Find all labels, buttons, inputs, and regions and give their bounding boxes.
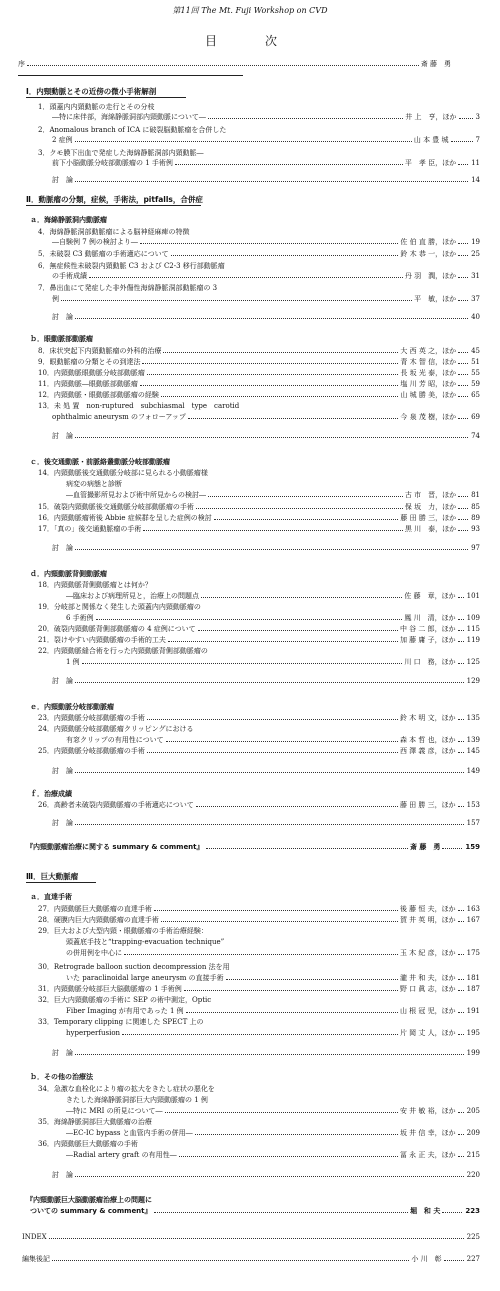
toc-entry[interactable] bbox=[38, 358, 480, 366]
leader-dots bbox=[147, 752, 398, 753]
entry-title: 15．破裂内頸動脈後交通動脈分岐部動脈瘤の手術 bbox=[38, 503, 194, 511]
entry-title[interactable]: 3．クモ膜下出血で発症した海綿静脈洞部内頸動脈― bbox=[38, 149, 204, 157]
toc-entry[interactable] bbox=[66, 491, 480, 499]
entry-title: 26．高齢者未破裂内頸動脈瘤の手術適応について bbox=[38, 801, 194, 809]
entry-title: 編集後記 bbox=[22, 1255, 50, 1263]
toc-postscript[interactable] bbox=[22, 1255, 480, 1263]
entry-author: 瀧 井 和 夫，ほか bbox=[399, 974, 456, 982]
entry-title: 11．内頸動脈―眼動脈部動脈瘤 bbox=[38, 380, 138, 388]
page-number: 101 bbox=[466, 592, 480, 600]
toc-entry[interactable] bbox=[38, 916, 480, 924]
page-number: 187 bbox=[466, 985, 480, 993]
leader-dots bbox=[61, 300, 412, 301]
entry-author: 野 口 眞 志，ほか bbox=[399, 985, 456, 993]
page-number: 3 bbox=[475, 113, 480, 121]
page-number: 11 bbox=[471, 159, 480, 167]
entry-author: 藤 田 勝 三，ほか bbox=[399, 801, 456, 809]
entry-title: 討 論 bbox=[52, 767, 73, 775]
toc-discussion[interactable] bbox=[52, 1049, 480, 1057]
entry-title[interactable]: 33．Temporary clipping に関連した SPECT 上の bbox=[38, 1018, 204, 1026]
entry-title: 20．破裂内頸動脈背側部動脈瘤の 4 症例について bbox=[38, 625, 196, 633]
summary-title[interactable]: 『内頸動脈巨大脳動脈瘤治療上の問題に bbox=[26, 1196, 152, 1204]
leader-dots bbox=[140, 243, 398, 244]
page-number: 31 bbox=[471, 272, 480, 280]
toc-entry[interactable] bbox=[38, 525, 480, 533]
subsection-heading: ｄ．内頸動脈背側動脈瘤 bbox=[30, 570, 107, 578]
toc-discussion[interactable] bbox=[52, 677, 480, 685]
page-number: 135 bbox=[466, 714, 480, 722]
leader-dots bbox=[198, 630, 398, 631]
page-number: 181 bbox=[466, 974, 480, 982]
toc-entry[interactable] bbox=[38, 905, 480, 913]
page-number: 69 bbox=[471, 413, 480, 421]
divider bbox=[18, 75, 243, 76]
toc-discussion[interactable] bbox=[52, 819, 480, 827]
entry-title: 病変の病態と診断 bbox=[66, 480, 122, 488]
entry-title[interactable]: 7．鼻出血にて発症した非外傷性海綿静脈洞部動脈瘤の 3 bbox=[38, 284, 218, 292]
toc-entry[interactable] bbox=[38, 747, 480, 755]
entry-author: 堀 和 夫 bbox=[409, 1207, 441, 1215]
divider bbox=[26, 205, 201, 206]
page-number: 223 bbox=[465, 1207, 480, 1215]
leader-dots bbox=[154, 910, 398, 911]
divider bbox=[26, 97, 186, 98]
entry-author: 坂 井 信 幸，ほか bbox=[399, 1129, 456, 1137]
toc-entry[interactable] bbox=[52, 238, 480, 246]
subsection-heading: ｅ．内頸動脈分岐部動脈瘤 bbox=[30, 703, 114, 711]
toc-discussion[interactable] bbox=[52, 1171, 480, 1179]
entry-title[interactable]: 1．頭蓋内内頸動脈の走行とその分枝 bbox=[38, 103, 155, 111]
entry-title: 有窓クリップの有用性について bbox=[66, 736, 164, 744]
page-number: 153 bbox=[466, 801, 480, 809]
leader-dots bbox=[75, 318, 468, 319]
page-number: 81 bbox=[471, 491, 480, 499]
subsection-heading: ａ．直達手術 bbox=[30, 893, 72, 901]
leader-dots bbox=[163, 352, 398, 353]
entry-title: 25．内頸動脈分岐部動脈瘤の手術 bbox=[38, 747, 145, 755]
toc-discussion[interactable] bbox=[52, 767, 480, 775]
entry-title: 5．未破裂 C3 動脈瘤の手術適応について bbox=[38, 250, 169, 258]
leader-dots bbox=[75, 1054, 464, 1055]
page-number: 115 bbox=[466, 625, 480, 633]
entry-title: ―血管撮影所見および術中所見からの検討― bbox=[66, 491, 206, 499]
entry-title: ophthalmic aneurysm のフォローアップ bbox=[52, 413, 186, 421]
leader-dots bbox=[96, 619, 403, 620]
toc-entry[interactable] bbox=[38, 625, 480, 633]
entry-author: 森 本 哲 也，ほか bbox=[399, 736, 456, 744]
divider bbox=[26, 882, 96, 883]
entry-title: 27．内頸動脈巨大動脈瘤の直達手術 bbox=[38, 905, 152, 913]
subsection-heading: ａ．海綿静脈洞内動脈瘤 bbox=[30, 216, 107, 224]
entry-title: 12．内頸動脈・眼動脈部動脈瘤の経験 bbox=[38, 391, 159, 399]
leader-dots bbox=[206, 848, 408, 849]
page-number: 145 bbox=[466, 747, 480, 755]
toc-entry[interactable] bbox=[66, 1007, 480, 1015]
entry-title: 23．内頸動脈分岐部動脈瘤の手術 bbox=[38, 714, 145, 722]
leader-dots bbox=[75, 181, 468, 182]
page-number: 220 bbox=[466, 1171, 480, 1179]
leader-dots bbox=[143, 530, 402, 531]
page-number: 40 bbox=[471, 313, 480, 321]
leader-dots bbox=[142, 363, 398, 364]
leader-dots bbox=[140, 385, 398, 386]
leader-dots bbox=[75, 1176, 464, 1177]
page-number: 59 bbox=[471, 380, 480, 388]
leader-dots bbox=[179, 1156, 398, 1157]
entry-title: ―特に MRI の所見について― bbox=[66, 1107, 163, 1115]
entry-title: 28．硬膜内巨大内頸動脈瘤の直達手術 bbox=[38, 916, 159, 924]
toc-entry[interactable] bbox=[38, 503, 480, 511]
page-number: 157 bbox=[466, 819, 480, 827]
page-number: 14 bbox=[471, 176, 480, 184]
entry-title: 前下小脳動脈分岐部動脈瘤の 1 手術例 bbox=[52, 159, 173, 167]
page-number: 209 bbox=[466, 1129, 480, 1137]
page-number: 199 bbox=[466, 1049, 480, 1057]
entry-title[interactable]: 18．内頸動脈背側動脈瘤とは何か？ bbox=[38, 581, 152, 589]
page-number: 85 bbox=[471, 503, 480, 511]
page-number: 163 bbox=[466, 905, 480, 913]
entry-title: 討 論 bbox=[52, 677, 73, 685]
entry-title: 例 bbox=[52, 295, 59, 303]
page-number: 74 bbox=[471, 432, 480, 440]
entry-title: 討 論 bbox=[52, 544, 73, 552]
entry-author: 鈴 木 明 文，ほか bbox=[399, 714, 456, 722]
entry-author: 中 谷 二 郎，ほか bbox=[399, 625, 456, 633]
page-number: 227 bbox=[466, 1255, 480, 1263]
leader-dots bbox=[208, 496, 403, 497]
toc-entry[interactable] bbox=[66, 1107, 480, 1115]
subsection-heading: ｂ．その他の治療法 bbox=[30, 1073, 93, 1081]
running-header: 第11回 The Mt. Fuji Workshop on CVD bbox=[172, 6, 328, 15]
leader-dots bbox=[75, 682, 464, 683]
toc-discussion[interactable] bbox=[52, 432, 480, 440]
entry-author: 賀 井 英 明，ほか bbox=[399, 916, 456, 924]
entry-title[interactable]: 30．Retrograde balloon suction decompression 法を用 bbox=[38, 963, 230, 971]
entry-title: 2 症例 bbox=[52, 136, 73, 144]
toc-entry[interactable] bbox=[52, 413, 480, 421]
entry-author: 西 澤 義 彦，ほか bbox=[399, 747, 456, 755]
entry-author: 青 木 智 信，ほか bbox=[400, 358, 457, 366]
leader-dots bbox=[166, 741, 398, 742]
leader-dots bbox=[49, 1238, 464, 1239]
leader-dots bbox=[196, 508, 403, 509]
page-number: 7 bbox=[475, 136, 480, 144]
entry-author: 片 岡 丈 人，ほか bbox=[399, 1029, 456, 1037]
leader-dots bbox=[75, 437, 468, 438]
page-number: 159 bbox=[465, 843, 480, 851]
leader-dots bbox=[188, 418, 399, 419]
toc-preface[interactable] bbox=[18, 60, 480, 68]
toc-entry[interactable] bbox=[38, 801, 480, 809]
toc-entry[interactable] bbox=[66, 1151, 480, 1159]
entry-title: 討 論 bbox=[52, 313, 73, 321]
section-heading-2: Ⅱ．動脈瘤の分類，症候，手術法，pitfalls，合併症 bbox=[26, 195, 203, 204]
leader-dots bbox=[165, 1112, 398, 1113]
entry-author: 玉 木 紀 彦，ほか bbox=[399, 949, 456, 957]
entry-title: 10．内頸動脈眼動脈分岐部動脈瘤 bbox=[38, 369, 145, 377]
page-number: 119 bbox=[466, 636, 480, 644]
entry-title[interactable]: 4．海綿静脈洞部動脈瘤による脳神経麻痺の特徴 bbox=[38, 228, 190, 236]
page-number: 215 bbox=[466, 1151, 480, 1159]
leader-dots bbox=[184, 990, 398, 991]
subsection-heading: ｂ．眼動脈部動脈瘤 bbox=[30, 335, 93, 343]
entry-author: 後 藤 恒 夫，ほか bbox=[399, 905, 456, 913]
page-number: 109 bbox=[466, 614, 480, 622]
entry-author: 塩 川 芳 昭，ほか bbox=[400, 380, 457, 388]
entry-author: 大 西 英 之，ほか bbox=[400, 347, 457, 355]
entry-title: いた paraclinoidal large aneurysm の直接手術 bbox=[66, 974, 224, 982]
leader-dots bbox=[161, 921, 398, 922]
page-number: 195 bbox=[466, 1029, 480, 1037]
page-number: 55 bbox=[471, 369, 480, 377]
toc-entry[interactable] bbox=[66, 614, 480, 622]
page-number: 45 bbox=[471, 347, 480, 355]
entry-title: 討 論 bbox=[52, 819, 73, 827]
toc-entry[interactable] bbox=[52, 113, 480, 121]
toc-entry[interactable] bbox=[66, 974, 480, 982]
entry-title: 16．内頸動脈瘤術後 Abbie 症候群を呈した症例の検討 bbox=[38, 514, 212, 522]
leader-dots bbox=[201, 597, 402, 598]
page-number: 89 bbox=[471, 514, 480, 522]
entry-title[interactable]: 36．内頸動脈巨大動脈瘤の手術 bbox=[38, 1140, 138, 1148]
toc-summary[interactable] bbox=[30, 1207, 480, 1215]
page-number: 139 bbox=[466, 736, 480, 744]
entry-author: 井 上 亨，ほか bbox=[405, 113, 457, 121]
leader-dots bbox=[75, 772, 464, 773]
entry-title: hyperperfusion bbox=[66, 1029, 121, 1037]
toc-entry[interactable] bbox=[38, 985, 480, 993]
entry-author: 平 孝 臣，ほか bbox=[404, 159, 457, 167]
toc-summary[interactable] bbox=[26, 843, 480, 851]
page-number: 191 bbox=[466, 1007, 480, 1015]
entry-author: 加 藤 庸 子，ほか bbox=[399, 636, 456, 644]
leader-dots bbox=[171, 255, 399, 256]
entry-title: ―臨床および病理所見と，治療上の問題点 bbox=[66, 592, 199, 600]
leader-dots bbox=[168, 641, 398, 642]
entry-title: の手術成績 bbox=[52, 272, 87, 280]
leader-dots bbox=[75, 549, 468, 550]
entry-title: 討 論 bbox=[52, 1171, 73, 1179]
entry-title: ついての summary & comment』 bbox=[30, 1207, 152, 1215]
page-number: 149 bbox=[466, 767, 480, 775]
toc-entry[interactable] bbox=[52, 295, 480, 303]
toc-entry[interactable] bbox=[38, 714, 480, 722]
entry-title: 『内頸動脈瘤治療に関する summary & comment』 bbox=[26, 843, 204, 851]
entry-author: 丹 羽 潤，ほか bbox=[404, 272, 457, 280]
entry-title: ―特に床伴部，海綿静脈洞部内頸動脈について― bbox=[52, 113, 206, 121]
page-number: 97 bbox=[471, 544, 480, 552]
page-number: 51 bbox=[471, 358, 480, 366]
subsection-heading: ｆ．治療成績 bbox=[30, 790, 72, 798]
entry-title: Fiber Imaging が有用であった 1 例 bbox=[66, 1007, 184, 1015]
entry-author: 藤 田 勝 三，ほか bbox=[400, 514, 457, 522]
entry-title[interactable]: 24．内頸動脈分岐部動脈瘤クリッピングにおける bbox=[38, 725, 194, 733]
entry-title: 頭蓋底手技と“trapping-evacuation technique” bbox=[66, 938, 225, 946]
entry-author: 冨 永 正 夫，ほか bbox=[399, 1151, 456, 1159]
entry-title: 討 論 bbox=[52, 1049, 73, 1057]
toc-entry[interactable] bbox=[38, 369, 480, 377]
entry-title: 1 例 bbox=[66, 658, 80, 666]
toc-entry[interactable] bbox=[66, 736, 480, 744]
entry-title[interactable]: 32．巨大内頸動脈瘤の手術に SEP の術中測定，Optic bbox=[38, 996, 212, 1004]
entry-title[interactable]: 22．内頸動脈縫合術を行った内頸動脈背側部動脈瘤の bbox=[38, 647, 208, 655]
leader-dots bbox=[124, 954, 398, 955]
entry-author: 黒 川 泰，ほか bbox=[404, 525, 457, 533]
toc-entry[interactable] bbox=[52, 272, 480, 280]
entry-title: 討 論 bbox=[52, 432, 73, 440]
entry-title: 17．「真の」後交通動脈瘤の手術 bbox=[38, 525, 142, 533]
toc-discussion[interactable] bbox=[52, 313, 480, 321]
toc-index[interactable] bbox=[22, 1233, 480, 1241]
toc-entry[interactable] bbox=[66, 658, 480, 666]
entry-author: 山 本 豊 城 bbox=[413, 136, 449, 144]
entry-author: 山 根 冠 児，ほか bbox=[399, 1007, 456, 1015]
entry-author: 今 泉 茂 樹，ほか bbox=[400, 413, 457, 421]
entry-title[interactable]: 19．分岐部と関係なく発生した頭蓋内内頸動脈瘤の bbox=[38, 603, 201, 611]
toc-entry[interactable] bbox=[38, 391, 480, 399]
entry-title: の併用例を中心に bbox=[66, 949, 122, 957]
toc-entry[interactable] bbox=[38, 347, 480, 355]
toc-entry[interactable] bbox=[66, 592, 480, 600]
entry-author: 小 川 彰 bbox=[411, 1255, 442, 1263]
toc-entry[interactable] bbox=[66, 1029, 480, 1037]
leader-dots bbox=[186, 1012, 398, 1013]
toc-entry[interactable] bbox=[66, 1129, 480, 1137]
page-number: 125 bbox=[466, 658, 480, 666]
section-heading-1: Ⅰ．内頸動脈とその近傍の微小手術解剖 bbox=[26, 87, 157, 96]
section-heading-3: Ⅲ．巨大動脈瘤 bbox=[26, 872, 79, 881]
entry-title[interactable]: 6．無症候性未破裂内頸動脈 C3 および C2-3 移行部動脈瘤 bbox=[38, 262, 225, 270]
preface-author: 斎 藤 勇 bbox=[420, 60, 451, 68]
entry-author: 安 井 敏 裕，ほか bbox=[399, 1107, 456, 1115]
entry-title: きたした海綿静脈洞部巨大内頸動脈瘤の 1 例 bbox=[66, 1096, 208, 1104]
entry-author: 平 敏，ほか bbox=[414, 295, 457, 303]
page-number: 225 bbox=[466, 1233, 480, 1241]
preface-label: 序 bbox=[18, 60, 25, 68]
entry-author: 鳳 川 清，ほか bbox=[404, 614, 456, 622]
toc-discussion[interactable] bbox=[52, 544, 480, 552]
entry-title: 21．裂けやすい内頸動脈瘤の手術的工夫 bbox=[38, 636, 166, 644]
leader-dots bbox=[27, 65, 419, 66]
leader-dots bbox=[52, 1260, 409, 1261]
leader-dots bbox=[161, 396, 398, 397]
toc-entry[interactable] bbox=[66, 949, 480, 957]
page-number: 65 bbox=[471, 391, 480, 399]
entry-title: 6 手術例 bbox=[66, 614, 94, 622]
entry-title[interactable]: 35．海綿静脈洞部巨大動脈瘤の治療 bbox=[38, 1118, 152, 1126]
leader-dots bbox=[154, 1212, 408, 1213]
toc-entry[interactable] bbox=[38, 514, 480, 522]
leader-dots bbox=[122, 1034, 398, 1035]
entry-author: 古 市 晋，ほか bbox=[404, 491, 457, 499]
entry-title: 8．床状突起下内頸動脈瘤の外科的治療 bbox=[38, 347, 162, 355]
entry-title[interactable]: 14．内頸動脈後交通動脈分岐部に見られる小動脈瘤様 bbox=[38, 469, 208, 477]
entry-title: 討 論 bbox=[52, 176, 73, 184]
toc-entry[interactable] bbox=[52, 136, 480, 144]
leader-dots bbox=[208, 118, 403, 119]
toc-entry[interactable] bbox=[38, 380, 480, 388]
entry-author: 長 坂 光 泰，ほか bbox=[400, 369, 457, 377]
toc-entry[interactable] bbox=[38, 636, 480, 644]
entry-title: 9．眼動脈瘤の分類とその到達法 bbox=[38, 358, 141, 366]
entry-title: INDEX bbox=[22, 1233, 47, 1241]
leader-dots bbox=[196, 806, 398, 807]
page-number: 205 bbox=[466, 1107, 480, 1115]
leader-dots bbox=[147, 374, 398, 375]
subsection-heading: ｃ．後交通動脈・前脈絡叢動脈分岐部動脈瘤 bbox=[30, 458, 170, 466]
entry-author: 佐 藤 章，ほか bbox=[404, 592, 456, 600]
leader-dots bbox=[89, 277, 403, 278]
toc-entry[interactable] bbox=[52, 159, 480, 167]
toc-entry[interactable] bbox=[38, 250, 480, 258]
entry-title[interactable]: 34．急激な血栓化により瘤の拡大をきたし症状の悪化を bbox=[38, 1085, 215, 1093]
leader-dots bbox=[226, 979, 398, 980]
page-number: 93 bbox=[471, 525, 480, 533]
entry-title: ―EC-IC bypass と血管内手術の併用― bbox=[66, 1129, 193, 1137]
page-number: 19 bbox=[471, 238, 480, 246]
leader-dots bbox=[75, 141, 412, 142]
leader-dots bbox=[147, 719, 398, 720]
page-number: 175 bbox=[466, 949, 480, 957]
page-number: 37 bbox=[471, 295, 480, 303]
entry-author: 鈴 木 恭 一，ほか bbox=[400, 250, 457, 258]
entry-author: 山 城 勝 美，ほか bbox=[400, 391, 457, 399]
entry-title: ―自験例 7 例の検討より― bbox=[52, 238, 138, 246]
leader-dots bbox=[195, 1134, 398, 1135]
leader-dots bbox=[175, 164, 403, 165]
entry-title: 31．内頸動脈分岐部巨大脳動脈瘤の 1 手術例 bbox=[38, 985, 182, 993]
entry-title: ―Radial artery graft の有用性― bbox=[66, 1151, 177, 1159]
entry-title[interactable]: 29．巨大および大型内頸・眼動脈瘤の手術治療経験： bbox=[38, 927, 208, 935]
page-title: 目 次 bbox=[204, 34, 295, 48]
page-number: 167 bbox=[466, 916, 480, 924]
page-number: 25 bbox=[471, 250, 480, 258]
page-number: 129 bbox=[466, 677, 480, 685]
entry-title[interactable]: 13．未 処 置 non-ruptured subchiasmal type carotid bbox=[38, 402, 240, 410]
leader-dots bbox=[82, 663, 403, 664]
entry-author: 保 坂 力，ほか bbox=[404, 503, 457, 511]
leader-dots bbox=[75, 824, 464, 825]
entry-title[interactable]: 2．Anomalous branch of ICA に破裂脳動脈瘤を合併した bbox=[38, 126, 227, 134]
entry-author: 川 口 務，ほか bbox=[404, 658, 456, 666]
leader-dots bbox=[214, 519, 399, 520]
entry-author: 佐 伯 直 勝，ほか bbox=[400, 238, 457, 246]
toc-discussion[interactable] bbox=[52, 176, 480, 184]
entry-author: 斎 藤 勇 bbox=[409, 843, 441, 851]
